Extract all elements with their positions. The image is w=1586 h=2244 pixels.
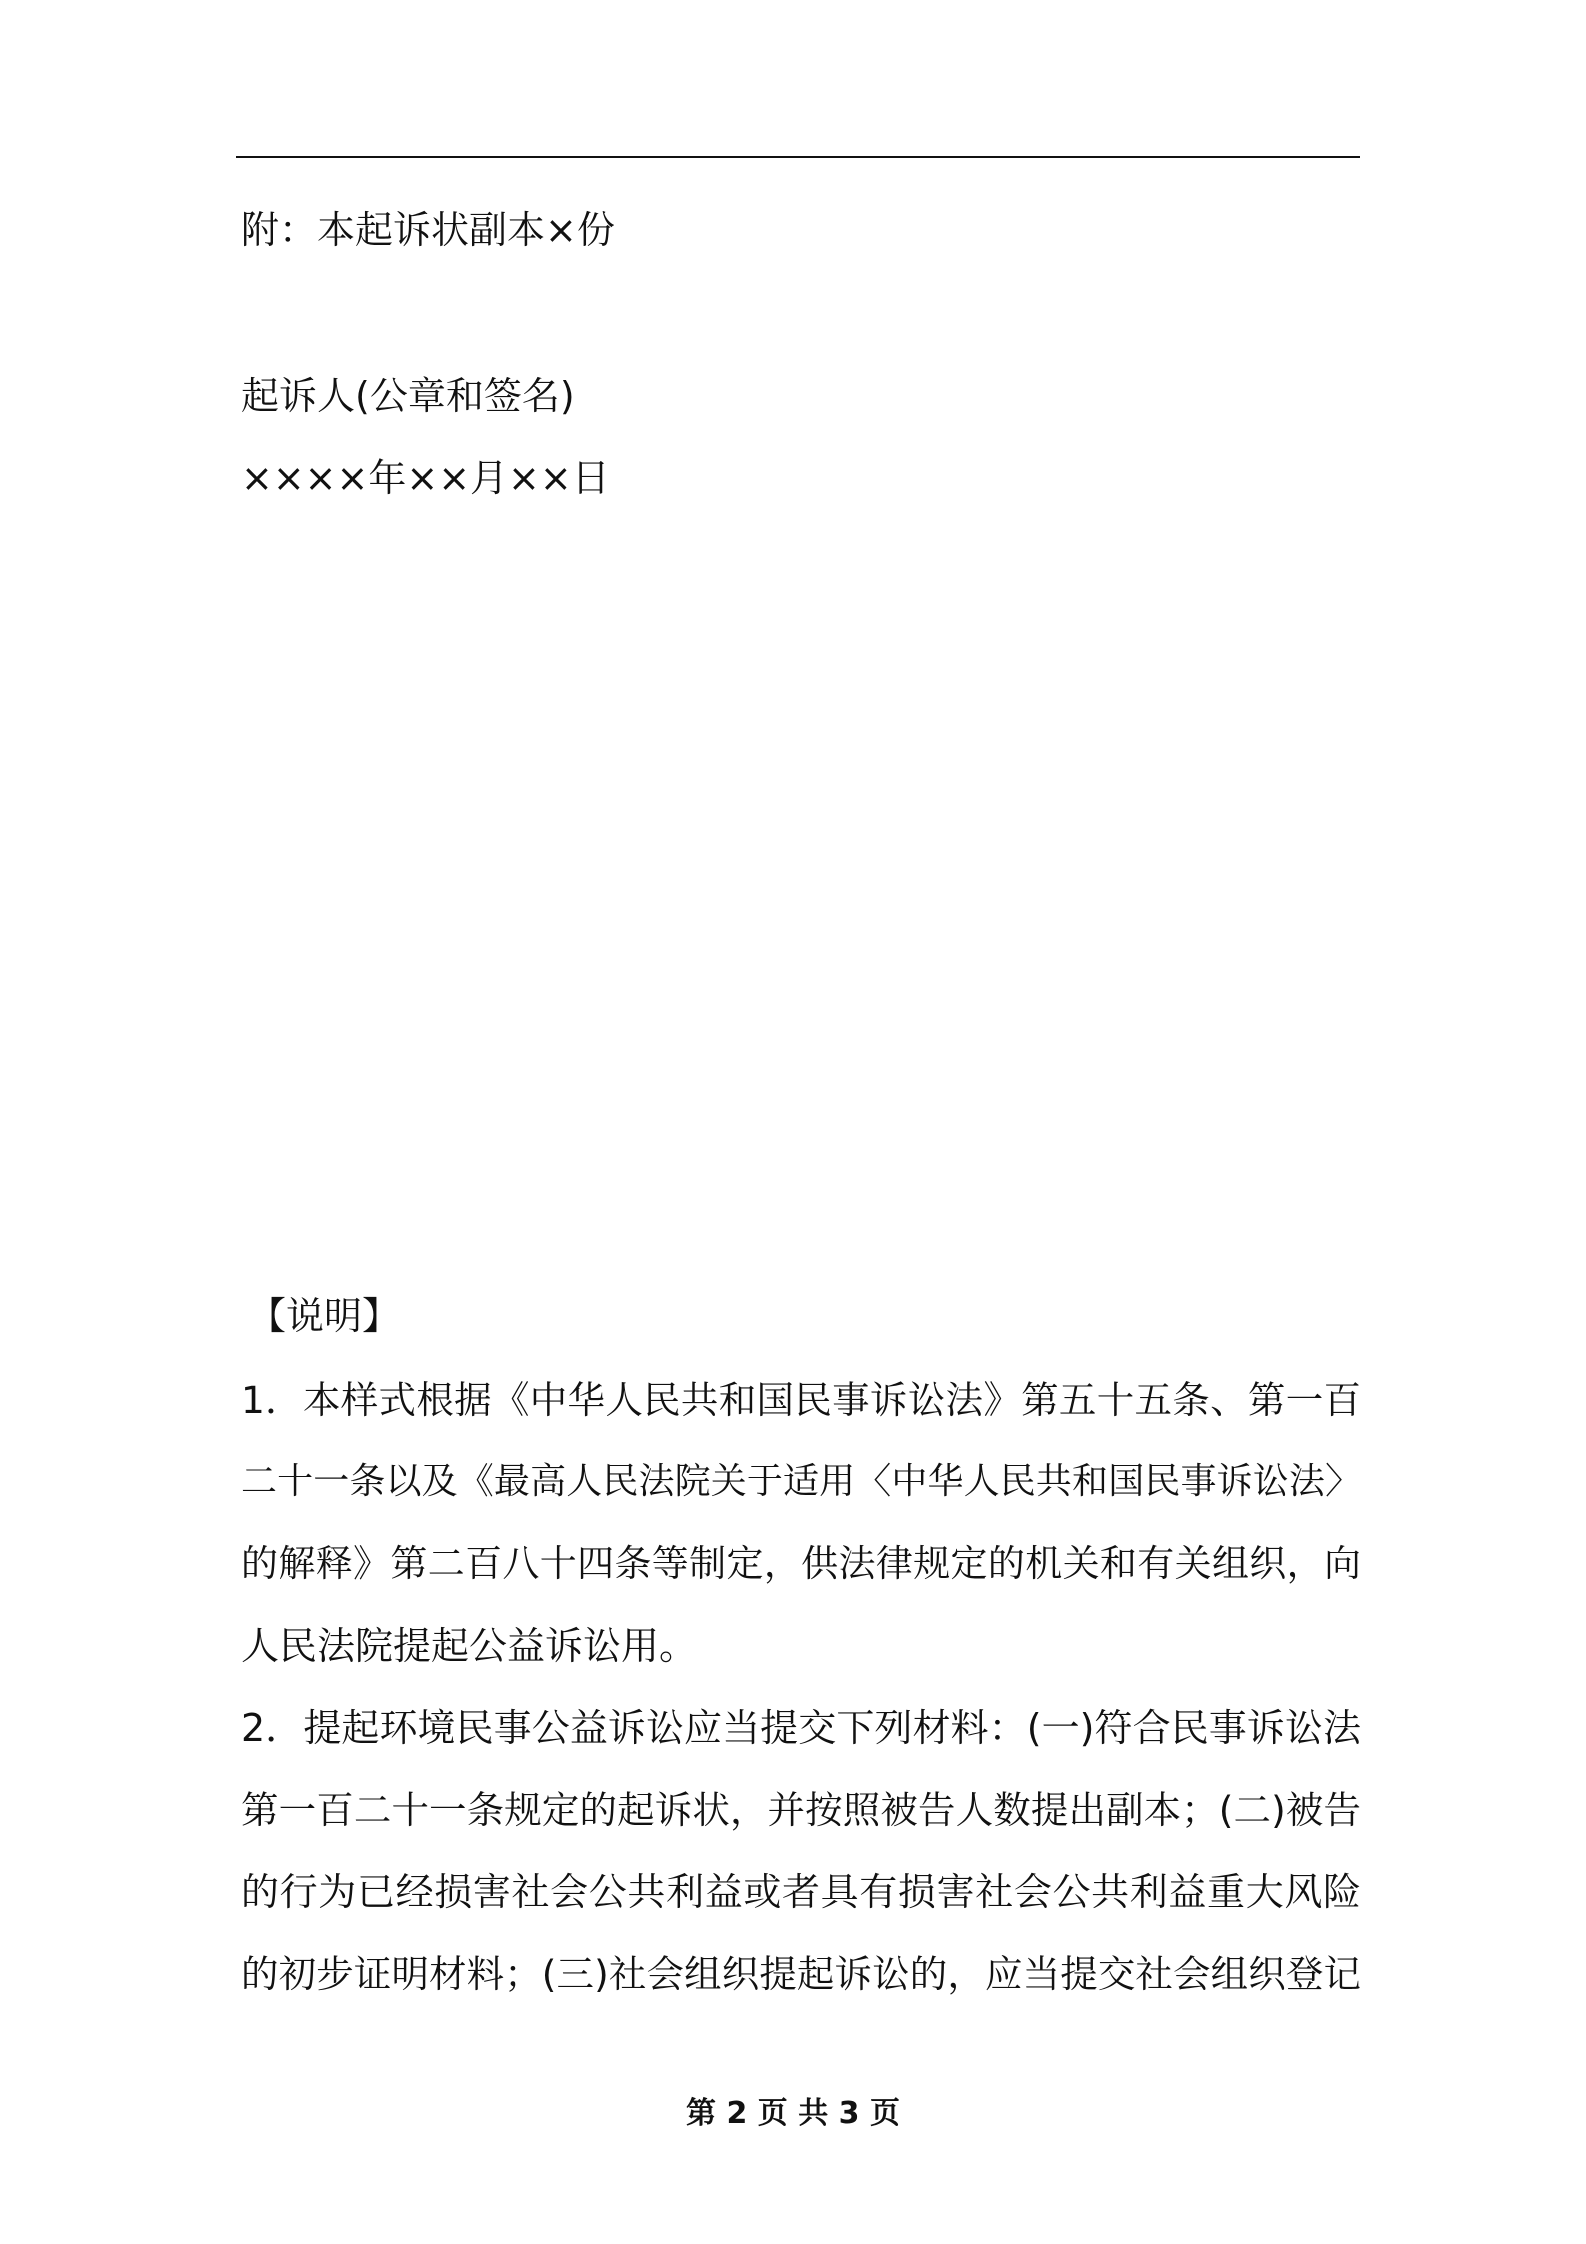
header-rule	[236, 156, 1360, 158]
notes-line: 的初步证明材料；(三)社会组织提起诉讼的，应当提交社会组织登记	[241, 1952, 1361, 1996]
plaintiff-signature: 起诉人(公章和签名)	[241, 374, 575, 418]
notes-line: 1．本样式根据《中华人民共和国民事诉讼法》第五十五条、第一百	[241, 1378, 1361, 1422]
notes-line: 2．提起环境民事公益诉讼应当提交下列材料：(一)符合民事诉讼法	[241, 1706, 1361, 1750]
attachment-line: 附：本起诉状副本×份	[241, 208, 615, 252]
page-number-footer: 第 2 页 共 3 页	[686, 2096, 900, 2131]
signature-date: ××××年××月××日	[241, 456, 610, 500]
notes-line: 的解释》第二百八十四条等制定，供法律规定的机关和有关组织，向	[241, 1542, 1361, 1585]
notes-line: 人民法院提起公益诉讼用。	[241, 1624, 698, 1668]
notes-heading: 【说明】	[248, 1294, 401, 1338]
notes-line: 第一百二十一条规定的起诉状，并按照被告人数提出副本；(二)被告	[241, 1788, 1361, 1832]
notes-body	[241, 1359, 1361, 2015]
notes-line: 的行为已经损害社会公共利益或者具有损害社会公共利益重大风险	[241, 1870, 1361, 1914]
notes-line: 二十一条以及《最高人民法院关于适用〈中华人民共和国民事诉讼法〉	[241, 1461, 1361, 1502]
